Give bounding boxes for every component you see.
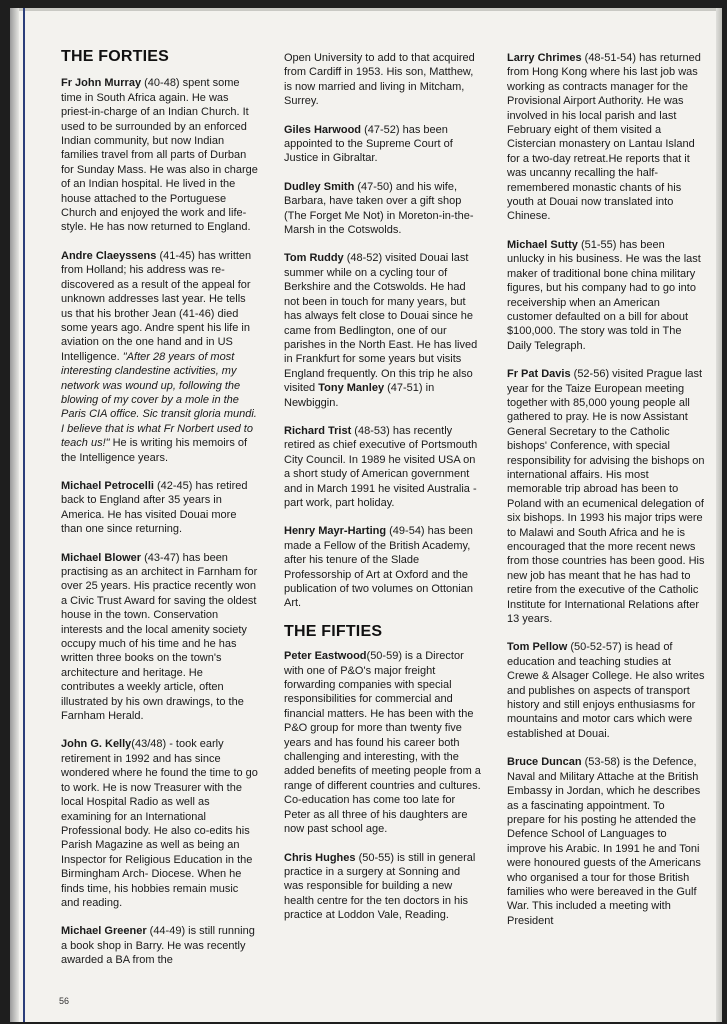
- section-heading-fifties: THE FIFTIES: [284, 622, 383, 640]
- entry-text: is still running a book shop in Barry. He was recently awarded a BA from the: [61, 925, 255, 967]
- entry-richard-trist: [284, 424, 482, 510]
- entry-text: has been practising as an architect in Farnham for over 25 years. His practice recently won a Civic Trust Award for saving the oldest house in the town. Conservation interests and the local amenity society occupy much of his time and he has written three books on the town's architecture and heritage. He contributes a weekly article, often illustrated by his own drawings, to the Farnham Herald.: [61, 551, 258, 723]
- entry-chris-hughes: [284, 851, 482, 923]
- column-1: [61, 50, 258, 982]
- entry-years: (53-58): [581, 756, 621, 769]
- entry-text: has been unlucky in his business. He was the last maker of traditional bone china military figures, but his company had to go into receivership when an American customer defaulted on a bill for about $100,000. The story was told in The Daily Telegraph.: [507, 238, 701, 352]
- entry-years: (48-53): [351, 424, 390, 437]
- entry-bruce-duncan: [507, 755, 705, 928]
- page-right-edge: [716, 8, 722, 1022]
- entry-michael-petrocelli: [61, 479, 258, 537]
- entry-name: Richard Trist: [284, 424, 352, 437]
- entry-text: spent some time in South Africa again. He was priest-in-charge of an Indian Church. It used to be surrounded by an enforced Indian community, but now Indian families travel from all parts of Durban for Sunday Mass. He was also in charge of an Indian hospital. He lived in the house attached to the Portuguese Church and enjoyed the work and life-style. He has now returned to England.: [61, 77, 258, 234]
- entry-name: John G. Kelly: [61, 738, 132, 751]
- binding-line: [23, 8, 25, 1022]
- entry-years: (51-55): [577, 238, 617, 251]
- entry-tom-ruddy: [284, 251, 482, 409]
- entry-years: (49-54): [386, 525, 425, 538]
- entry-giles-harwood: [284, 123, 482, 166]
- entry-name: Chris Hughes: [284, 851, 356, 864]
- entry-text: has recently retired as chief executive of Portsmouth City Council. In 1989 he visited USA on a short study of American government and in March 1991 he visited Australia - part work, part holiday.: [284, 424, 478, 509]
- entry-years: (43/48): [131, 738, 167, 751]
- entry-text: Open University to add to that acquired from Cardiff in 1953. His son, Matthew, is now married and living in Mitcham, Surrey.: [284, 52, 475, 108]
- entry-years: (50-52-57): [567, 641, 622, 654]
- entry-text: is head of education and teaching studies at Crewe & Alsager College. He also writes and publishes on aspects of transport history and still enjoys enthusiasms for mountains and motor cars which were established at Douai.: [507, 641, 705, 740]
- page: [10, 8, 722, 1022]
- entry-name-2: Tony Manley: [318, 382, 385, 395]
- entry-years: (43-47): [141, 551, 180, 564]
- section-heading-forties: THE FORTIES: [61, 48, 169, 65]
- entry-name: Giles Harwood: [284, 123, 362, 136]
- entry-name: Larry Chrimes: [507, 52, 582, 64]
- entry-text: has retired back to England after 35 years in America. He has visited Douai more than one since returning.: [61, 479, 248, 536]
- entry-years: (52-56): [570, 368, 610, 381]
- entry-name: Peter Eastwood: [284, 650, 367, 663]
- entry-years: (40-48): [141, 77, 180, 90]
- entry-text: has been appointed to the Supreme Court of Justice in Gibraltar.: [284, 123, 453, 165]
- entry-years: (50-59): [366, 650, 402, 663]
- entry-years: (41-45): [156, 249, 195, 262]
- entry-peter-eastwood: [284, 649, 482, 836]
- entry-years: (50-55): [355, 851, 395, 864]
- entry-text: has returned from Hong Kong where his last job was working as contracts manager for the Provisional Airport Authority. He was involved in his local parish and last February eight of them visited a Cistercian monastery on Lantau Island for a two-day retreat.He reports that it was uncanny recalling the half-remembered monastic chants of his youth at Douai now translated into Chinese.: [507, 52, 701, 223]
- entry-text: has written from Holland; his address was re-discovered as a result of the appeal for unknown addresses last year. He tells us that his brother Jean (41-46) died some years ago. Andre spent his life in aviation on the one hand and in US Intelligence.: [61, 249, 252, 363]
- entry-text-after: He is writing his memoirs of the Intelligence years.: [61, 437, 248, 464]
- entry-text: and his wife, Barbara, have taken over a gift shop (The Forget Me Not) in Moreton-in-the-Marsh in the Cotswolds.: [284, 180, 474, 237]
- entry-dudley-smith: [284, 180, 482, 238]
- entry-text: is still in general practice in a surgery at Sonning and was responsible for building a new health centre for the ten doctors in his practice at Loddon Vale, Reading.: [284, 851, 476, 922]
- entry-john-murray: [61, 76, 258, 234]
- entry-name: Michael Blower: [61, 551, 142, 564]
- entry-years: (47-52): [361, 123, 400, 136]
- entry-years: (47-50): [354, 180, 393, 193]
- entry-years: (42-45): [153, 479, 193, 492]
- binding-spine: [10, 8, 19, 1022]
- entry-michael-greener: [61, 924, 258, 967]
- page-top-edge: [10, 8, 722, 11]
- entry-name: Michael Sutty: [507, 238, 578, 251]
- entry-text: visited Douai last summer while on a cycling tour of Berkshire and the Cotswolds. He had not been in touch for many years, but has always felt close to Douai since he came from Bedlington, one of our parishes in the North East. He has lived in Frankfurt for some years but visits England frequently. On this trip he also visited: [284, 252, 478, 395]
- entry-name: Henry Mayr-Harting: [284, 525, 387, 538]
- entry-name: Tom Ruddy: [284, 252, 344, 265]
- entry-text: - took early retirement in 1992 and has since wondered where he found the time to go to work. He is now Treasurer with the local Hospital Radio as well as examining for an International Professional body. He also co-edits his Parish Magazine as well as being an Inspector for Religious Education in the Birmingham Arch- Diocese. When he finds time, his hobbies remain music and reading.: [61, 738, 258, 909]
- page-number: 56: [59, 996, 70, 1006]
- entry-continuation: [284, 51, 482, 109]
- entry-tom-pellow: [507, 640, 705, 741]
- entry-name: Bruce Duncan: [507, 756, 582, 769]
- entry-text: is the Defence, Naval and Military Attache at the British Embassy in Jordan, which he describes as a fascinating appointment. To prepare for his posting he attended the Defence School of Languages to improve his Arabic. In 1991 he and Toni were honoured guests of the Americans who organised a tour for those British families who were bereaved in the Gulf War. This included a meeting with President: [507, 756, 701, 927]
- entry-years: (44-49): [146, 925, 186, 938]
- entry-text: has been made a Fellow of the British Academy, after his tenure of the Slade Professorship of Art at Oxford and the publication of two volumes on Ottonian Art.: [284, 525, 473, 610]
- entry-name: Michael Petrocelli: [61, 479, 154, 492]
- entry-michael-sutty: [507, 238, 705, 353]
- entry-text: visited Prague last year for the Taize European meeting together with 85,000 young people all gathered to pray. He is now Assistant General Secretary to the Catholic bishops' Conference, with special responsibility for advising the bishops on international affairs. His most memorable trip abroad has been to Poland with an ecumenical delegation of six bishops. In 1993 his major trips were to Malawi and South Africa and he is encouraged that the more recent news from those countries has been good. His new job has meant that he has had to retire from the executive of the Catholic Institute for International Relations after 13 years.: [507, 368, 705, 626]
- entry-name: Dudley Smith: [284, 180, 355, 193]
- entry-years: (48-52): [343, 252, 383, 265]
- column-2: [284, 51, 482, 937]
- entry-name: Fr Pat Davis: [507, 368, 571, 381]
- entry-name: Andre Claeyssens: [61, 249, 157, 262]
- entry-name: Michael Greener: [61, 925, 147, 938]
- entry-pat-davis: [507, 367, 705, 626]
- entry-name: Tom Pellow: [507, 641, 568, 654]
- column-3: [507, 51, 705, 942]
- entry-text: is a Director with one of P&O's major freight forwarding companies with special responsibilities for commercial and financial matters. He has been with the P&O group for more than twenty five years and has found his career both challenging and interesting, with the added benefits of meeting people from a range of different countries and cultures. Co-education has come too late for Peter as all three of his daughters are now past school age.: [284, 650, 481, 836]
- entry-john-kelly: [61, 737, 258, 910]
- entry-henry-mayr-harting: [284, 524, 482, 610]
- entry-years: (48-51-54): [581, 52, 637, 64]
- entry-text-after: in Newbiggin.: [284, 382, 435, 409]
- entry-years-2: (47-51): [384, 382, 423, 395]
- entry-michael-blower: [61, 551, 258, 724]
- entry-quote: "After 28 years of most interesting clandestine activities, my network was wound up, following the blowing of my cover by a mole in the Paris CIA office. Sic transit gloria mundi. I believe that is what Fr Norbert used to teach us!": [61, 350, 257, 450]
- entry-name: Fr John Murray: [61, 77, 142, 90]
- entry-larry-chrimes: [507, 51, 705, 224]
- entry-andre-claeyssens: [61, 249, 258, 465]
